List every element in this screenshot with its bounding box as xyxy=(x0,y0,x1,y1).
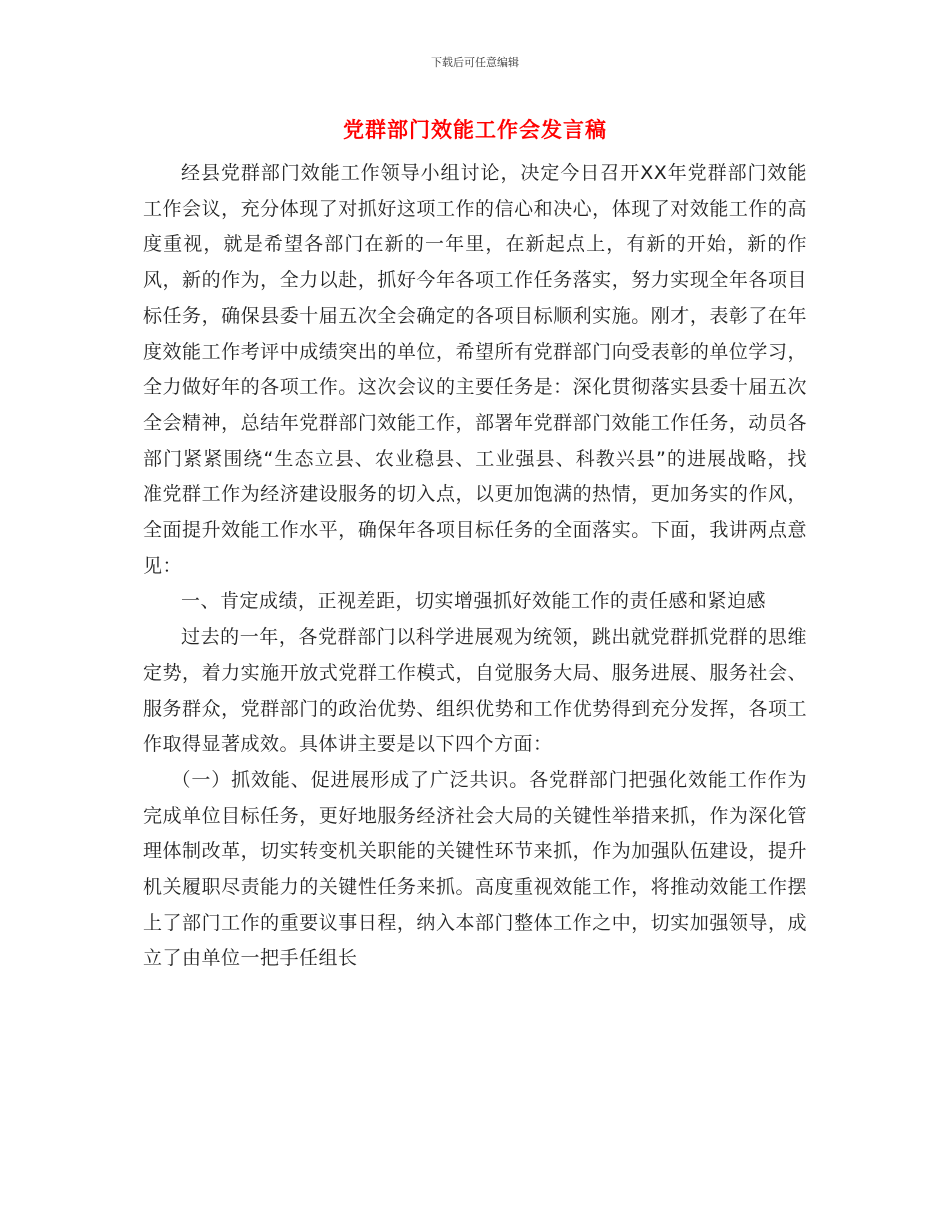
section-heading-1: 一、肯定成绩，正视差距，切实增强抓好效能工作的责任感和紧迫感 xyxy=(181,590,767,613)
document-title: 党群部门效能工作会发言稿 xyxy=(343,118,607,142)
header-note: 下载后可任意编辑 xyxy=(431,56,519,69)
paragraph-past-year: 过去的一年，各党群部门以科学进展观为统领，跳出就党群抓党群的思维定势，着力实施开放式党群工作模式，自觉服务大局、服务进展、服务社会、服务群众，党群部门的政治优势、组织优势和工作优势得到充分发挥，各项工作取得显著成效。具体讲主要是以下四个方面： xyxy=(143,626,807,756)
paragraph-intro: 经县党群部门效能工作领导小组讨论，决定今日召开XX年党群部门效能工作会议，充分体现了对抓好这项工作的信心和决心，体现了对效能工作的高度重视，就是希望各部门在新的一年里，在新起点上，有新的开始，新的作风，新的作为，全力以赴，抓好今年各项工作任务落实，努力实现全年各项目标任务，确保县委十届五次全会确定的各项目标顺利实施。刚才，表彰了在年度效能工作考评中成绩突出的单位，希望所有党群部门向受表彰的单位学习，全力做好年的各项工作。这次会议的主要任务是：深化贯彻落实县委十届五次全会精神，总结年党群部门效能工作，部署年党群部门效能工作任务，动员各部门紧紧围绕“生态立县、农业稳县、工业强县、科教兴县”的进展战略，找准党群工作为经济建设服务的切入点，以更加饱满的热情，更加务实的作风，全面提升效能工作水平，确保年各项目标任务的全面落实。下面，我讲两点意见： xyxy=(143,162,807,577)
paragraph-subsection-1: （一）抓效能、促进展形成了广泛共识。各党群部门把强化效能工作作为完成单位目标任务，更好地服务经济社会大局的关键性举措来抓，作为深化管理体制改革，切实转变机关职能的关键性环节来抓，作为加强队伍建设，提升机关履职尽责能力的关键性任务来抓。高度重视效能工作，将推动效能工作摆上了部门工作的重要议事日程，纳入本部门整体工作之中，切实加强领导，成立了由单位一把手任组长 xyxy=(143,768,807,970)
document-body xyxy=(143,156,807,977)
